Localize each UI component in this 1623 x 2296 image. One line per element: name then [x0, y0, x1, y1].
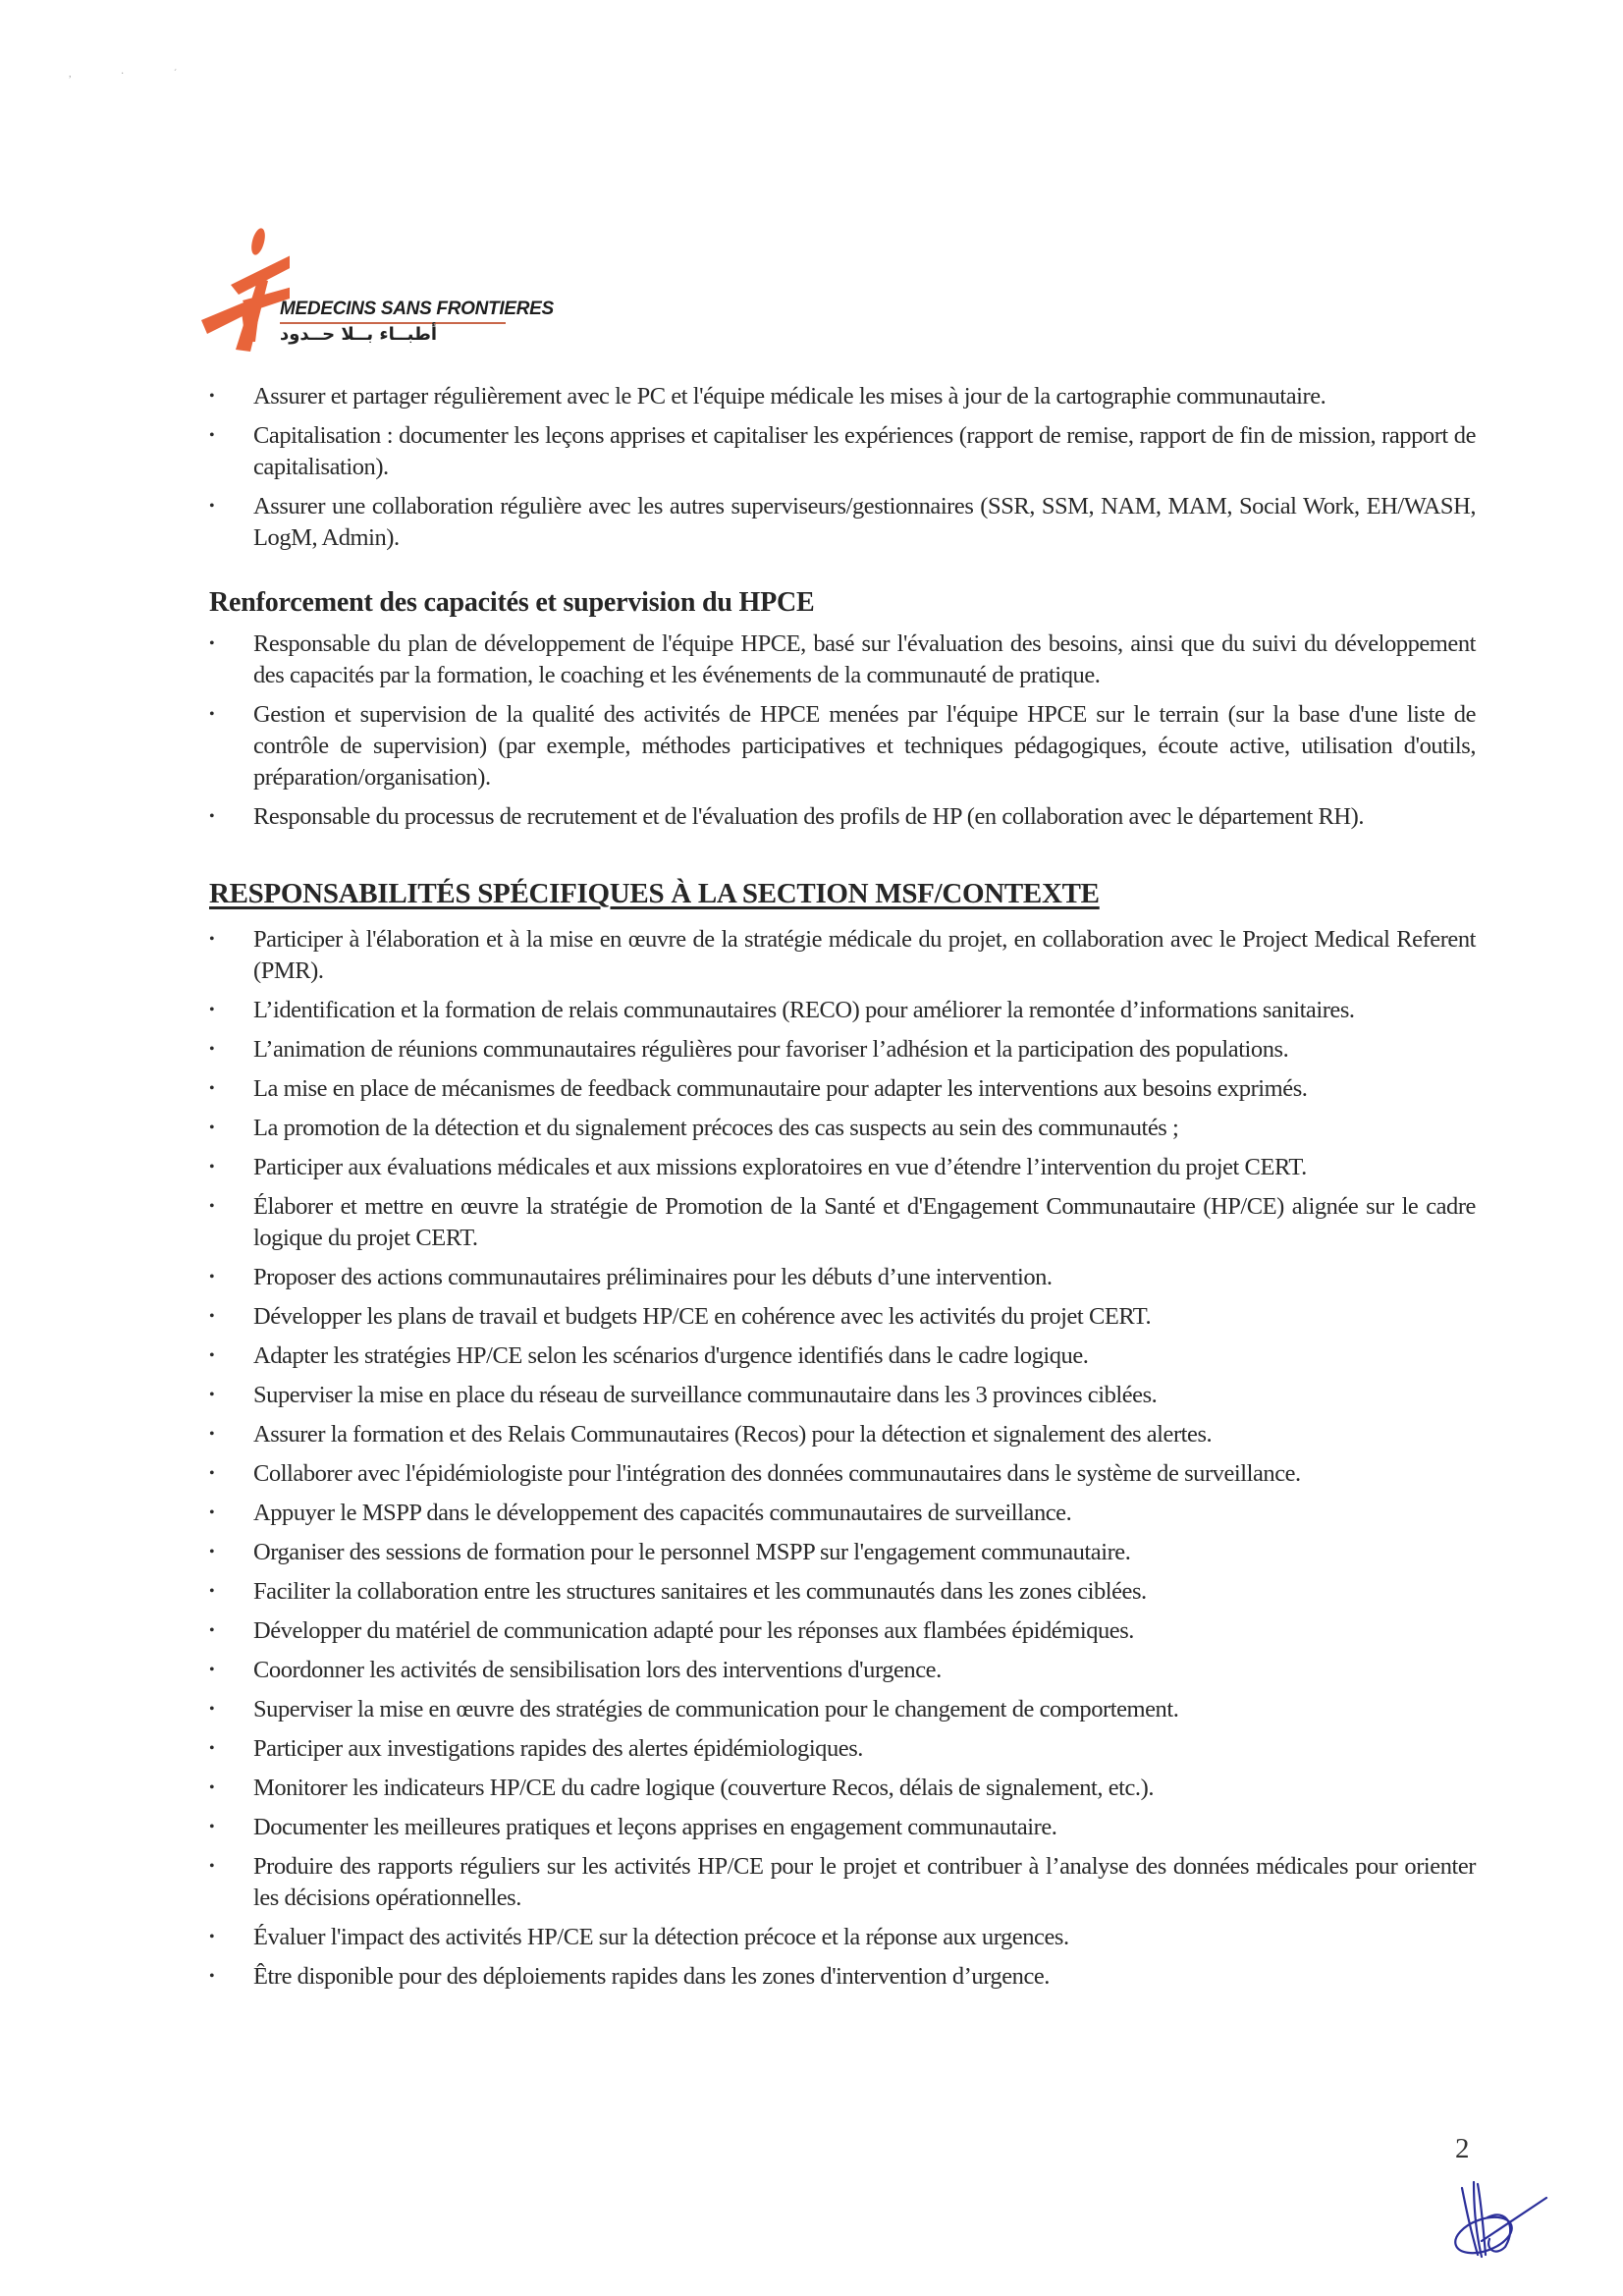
bullet-icon: • — [209, 1583, 215, 1600]
list-item: • Monitorer les indicateurs HP/CE du cadre logique (couverture Recos, délais de signalement, etc.). — [209, 1773, 1476, 1804]
bullet-icon: • — [209, 1198, 215, 1215]
section-heading-capacity: Renforcement des capacités et supervision du HPCE — [209, 587, 815, 618]
capacity-bullet-list — [209, 629, 1476, 833]
bullet-icon: • — [209, 1041, 215, 1058]
list-item: • Appuyer le MSPP dans le développement des capacités communautaires de surveillance. — [209, 1498, 1476, 1529]
bullet-icon: • — [209, 1387, 215, 1403]
intro-bullet-list — [209, 381, 1476, 554]
scan-artifacts: , · ´ — [69, 69, 201, 80]
org-name: MEDECINS SANS FRONTIERES — [280, 299, 554, 319]
bullet-icon: • — [209, 1544, 215, 1560]
list-item: • Proposer des actions communautaires préliminaires pour les débuts d’une intervention. — [209, 1262, 1476, 1293]
bullet-icon: • — [209, 1002, 215, 1018]
section-heading-specific: RESPONSABILITÉS SPÉCIFIQUES À LA SECTION MSF/CONTEXTE — [209, 878, 1100, 909]
bullet-icon: • — [209, 808, 215, 825]
org-name-arabic: أطبــاء بــلا حــدود — [280, 324, 438, 345]
bullet-icon: • — [209, 1662, 215, 1678]
list-item: • Développer du matériel de communication adapté pour les réponses aux flambées épidémiques. — [209, 1615, 1476, 1647]
list-item: • Assurer une collaboration régulière avec les autres superviseurs/gestionnaires (SSR, SSM, NAM, MAM, Social Work, EH/WASH, LogM, Admin). — [209, 493, 1476, 551]
bullet-icon: • — [209, 1504, 215, 1521]
list-item: • Participer aux investigations rapides des alertes épidémiologiques. — [209, 1733, 1476, 1765]
bullet-icon: • — [209, 1120, 215, 1136]
list-item: • Adapter les stratégies HP/CE selon les scénarios d'urgence identifiés dans le cadre logique. — [209, 1340, 1476, 1372]
list-item: • Être disponible pour des déploiements rapides dans les zones d'intervention d’urgence. — [209, 1961, 1476, 1993]
bullet-icon: • — [209, 931, 215, 948]
list-item: • Collaborer avec l'épidémiologiste pour l'intégration des données communautaires dans le système de surveillance. — [209, 1458, 1476, 1490]
bullet-icon: • — [209, 1347, 215, 1364]
list-item: • Assurer la formation et des Relais Communautaires (Recos) pour la détection et signalement des alertes. — [209, 1419, 1476, 1450]
bullet-icon: • — [209, 388, 215, 405]
bullet-icon: • — [209, 427, 215, 444]
bullet-icon: • — [209, 1858, 215, 1875]
list-item: • Responsable du processus de recrutement et de l'évaluation des profils de HP (en collaboration avec le département RH). — [209, 801, 1476, 833]
bullet-icon: • — [209, 1269, 215, 1285]
list-item: • Participer à l'élaboration et à la mise en œuvre de la stratégie médicale du projet, en collaboration avec le Project Medical Referent (PMR). — [209, 926, 1476, 984]
list-item: • Superviser la mise en place du réseau de surveillance communautaire dans les 3 provinces ciblées. — [209, 1380, 1476, 1411]
bullet-icon: • — [209, 498, 215, 515]
list-item: • Évaluer l'impact des activités HP/CE sur la détection précoce et la réponse aux urgences. — [209, 1922, 1476, 1953]
list-item: • Documenter les meilleures pratiques et leçons apprises en engagement communautaire. — [209, 1812, 1476, 1843]
list-item: • Gestion et supervision de la qualité des activités de HPCE menées par l'équipe HPCE sur le terrain (sur la base d'une liste de contrôle de supervision) (par exemple, méthodes participatives et techniques pédagogiques, écoute active, utilisation d'outils, préparation/organisation). — [209, 701, 1476, 791]
bullet-icon: • — [209, 1465, 215, 1482]
bullet-icon: • — [209, 706, 215, 723]
list-item: • Participer aux évaluations médicales et aux missions exploratoires en vue d’étendre l’intervention du projet CERT. — [209, 1152, 1476, 1183]
list-item: • Organiser des sessions de formation pour le personnel MSPP sur l'engagement communautaire. — [209, 1537, 1476, 1568]
bullet-icon: • — [209, 1701, 215, 1718]
bullet-icon: • — [209, 1159, 215, 1175]
list-item: • L’animation de réunions communautaires régulières pour favoriser l’adhésion et la participation des populations. — [209, 1034, 1476, 1066]
list-item: • Élaborer et mettre en œuvre la stratégie de Promotion de la Santé et d'Engagement Communautaire (HP/CE) alignée sur le cadre logique du projet CERT. — [209, 1193, 1476, 1251]
list-item: • Superviser la mise en œuvre des stratégies de communication pour le changement de comportement. — [209, 1694, 1476, 1725]
bullet-icon: • — [209, 1426, 215, 1443]
list-item: • Responsable du plan de développement de l'équipe HPCE, basé sur l'évaluation des besoins, ainsi que du suivi du développement des capacités par la formation, le coaching et les événements de la communauté de pratique. — [209, 630, 1476, 688]
page-number: 2 — [1455, 2133, 1470, 2164]
list-item: • Coordonner les activités de sensibilisation lors des interventions d'urgence. — [209, 1655, 1476, 1686]
bullet-icon: • — [209, 1080, 215, 1097]
msf-logo — [201, 224, 554, 352]
list-item: • Faciliter la collaboration entre les structures sanitaires et les communautés dans les zones ciblées. — [209, 1576, 1476, 1608]
bullet-icon: • — [209, 1779, 215, 1796]
bullet-icon: • — [209, 1819, 215, 1835]
list-item: • L’identification et la formation de relais communautaires (RECO) pour améliorer la remontée d’informations sanitaires. — [209, 995, 1476, 1026]
list-item: • La mise en place de mécanismes de feedback communautaire pour adapter les interventions aux besoins exprimés. — [209, 1073, 1476, 1105]
bullet-icon: • — [209, 635, 215, 652]
bullet-icon: • — [209, 1929, 215, 1945]
bullet-icon: • — [209, 1622, 215, 1639]
bullet-icon: • — [209, 1308, 215, 1325]
list-item: • La promotion de la détection et du signalement précoces des cas suspects au sein des communautés ; — [209, 1113, 1476, 1144]
bullet-icon: • — [209, 1740, 215, 1757]
signature-icon — [1448, 2178, 1556, 2267]
list-item: • Capitalisation : documenter les leçons apprises et capitaliser les expériences (rapport de remise, rapport de fin de mission, rapport de capitalisation). — [209, 422, 1476, 480]
bullet-icon: • — [209, 1968, 215, 1985]
document-body — [209, 381, 1476, 2000]
list-item: • Produire des rapports réguliers sur les activités HP/CE pour le projet et contribuer à l’analyse des données médicales pour orienter les décisions opérationnelles. — [209, 1853, 1476, 1911]
specific-bullet-list — [209, 924, 1476, 1993]
list-item: • Développer les plans de travail et budgets HP/CE en cohérence avec les activités du projet CERT. — [209, 1301, 1476, 1333]
msf-running-man-icon — [201, 224, 290, 352]
list-item: • Assurer et partager régulièrement avec le PC et l'équipe médicale les mises à jour de la cartographie communautaire. — [209, 381, 1476, 412]
